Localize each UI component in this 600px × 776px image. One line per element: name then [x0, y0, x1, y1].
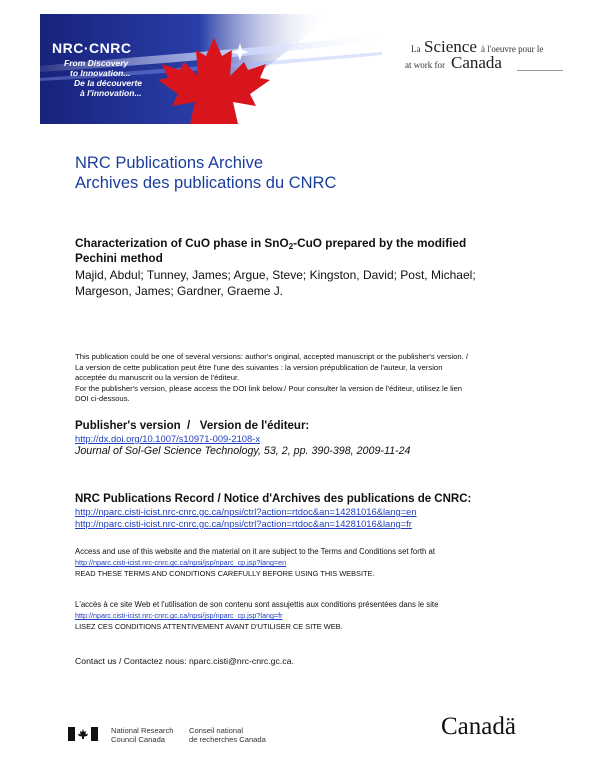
notice-line-5: DOI ci-dessous.	[75, 394, 130, 403]
publisher-version-heading: Publisher's version / Version de l'éditeur:	[75, 420, 310, 432]
nrc-logo-text: NRC·CNRC	[52, 40, 132, 56]
article-title-part2: -CuO prepared by the modified	[293, 236, 467, 250]
tagline-fr-1: De la découverte	[74, 78, 143, 88]
footer-org-en-2: Council Canada	[111, 734, 166, 744]
footer-org-fr	[189, 727, 266, 744]
contact-email[interactable]: nparc.cisti@nrc-cnrc.gc.ca.	[188, 656, 294, 666]
doi-link[interactable]: http://dx.doi.org/10.1007/s10971-009-2108-x	[75, 433, 261, 444]
article-title-part1: Characterization of CuO phase in SnO	[75, 236, 289, 250]
terms-en-caps: READ THESE TERMS AND CONDITIONS CAREFULLY BEFORE USING THIS WEBSITE.	[75, 569, 375, 578]
terms-fr-link[interactable]: http://nparc.cisti-icist.nrc-cnrc.gc.ca/npsi/jsp/nparc_cp.jsp?lang=fr	[75, 611, 283, 620]
publications-record-section	[75, 492, 575, 530]
footer-org-en	[111, 727, 173, 744]
archive-title-en: NRC Publications Archive	[75, 154, 263, 172]
footer-org-fr-1: Conseil national	[189, 726, 244, 735]
tagline-en-1: From Discovery	[64, 58, 129, 68]
tagline-en-2: to Innovation...	[70, 68, 131, 78]
notice-line-4: For the publisher's version, please access the DOI link below./ Pour consulter la version de l'éditeur, utilisez le lien	[75, 383, 463, 393]
header-banner	[0, 0, 600, 140]
publisher-version-section	[75, 419, 555, 458]
contact-line	[75, 656, 294, 667]
article-block	[75, 236, 555, 299]
record-link-fr[interactable]: http://nparc.cisti-icist.nrc-cnrc.gc.ca/npsi/ctrl?action=rtdoc&an=14281016&lang=fr	[75, 518, 412, 529]
archive-title-fr: Archives des publications du CNRC	[75, 174, 337, 192]
footer-org-en-1: National Research	[111, 726, 174, 735]
science-at-work-logo	[405, 38, 575, 78]
terms-fr-section	[75, 599, 575, 632]
authors-line-2: Margeson, James; Gardner, Graeme J.	[75, 284, 284, 298]
terms-fr-caps: LISEZ CES CONDITIONS ATTENTIVEMENT AVANT D'UTILISER CE SITE WEB.	[75, 622, 343, 631]
record-link-en[interactable]: http://nparc.cisti-icist.nrc-cnrc.gc.ca/npsi/ctrl?action=rtdoc&an=14281016&lang=en	[75, 506, 417, 517]
science-divider	[517, 70, 563, 71]
notice-line-3: acceptée du manuscrit ou la version de l'éditeur.	[75, 373, 240, 382]
canada-flag-icon	[68, 727, 98, 741]
archive-title	[75, 153, 336, 193]
tagline-fr-2: à l'innovation...	[80, 88, 142, 98]
terms-en-text: Access and use of this website and the material on it are subject to the Terms and Conditions set forth at	[75, 547, 436, 556]
science-right-1: à l'oeuvre pour le	[481, 44, 544, 54]
article-title	[75, 236, 555, 266]
terms-en-section	[75, 546, 575, 579]
science-canada: Canada	[451, 53, 502, 72]
science-la: La	[411, 44, 421, 54]
journal-citation: Journal of Sol-Gel Science Technology, 53, 2, pp. 390-398, 2009-11-24	[75, 445, 411, 457]
notice-line-1: This publication could be one of several versions: author's original, accepted manuscript or the publisher's version. /	[75, 352, 469, 361]
science-word: Science	[424, 37, 477, 56]
record-heading: NRC Publications Record / Notice d'Archives des publications de CNRC:	[75, 493, 472, 505]
article-title-line2: Pechini method	[75, 251, 163, 265]
article-title-subscript: 2	[288, 242, 294, 251]
notice-line-2: La version de cette publication peut être l'une des suivantes : la version prépublication de l'auteur, la version	[75, 362, 443, 372]
terms-en-link[interactable]: http://nparc.cisti-icist.nrc-cnrc.gc.ca/npsi/jsp/nparc_cp.jsp?lang=en	[75, 558, 287, 567]
canada-wordmark: Canadä	[441, 713, 516, 740]
science-left-2: at work for	[405, 60, 445, 70]
contact-label: Contact us / Contactez nous:	[75, 656, 189, 666]
terms-fr-text: L'accès à ce site Web et l'utilisation de son contenu sont assujettis aux conditions présentées dans le site	[75, 600, 439, 609]
authors-line-1: Majid, Abdul; Tunney, James; Argue, Steve; Kingston, David; Post, Michael;	[75, 268, 476, 282]
footer-org-fr-2: de recherches Canada	[189, 734, 266, 744]
version-notice	[75, 352, 555, 405]
author-list	[75, 267, 555, 299]
